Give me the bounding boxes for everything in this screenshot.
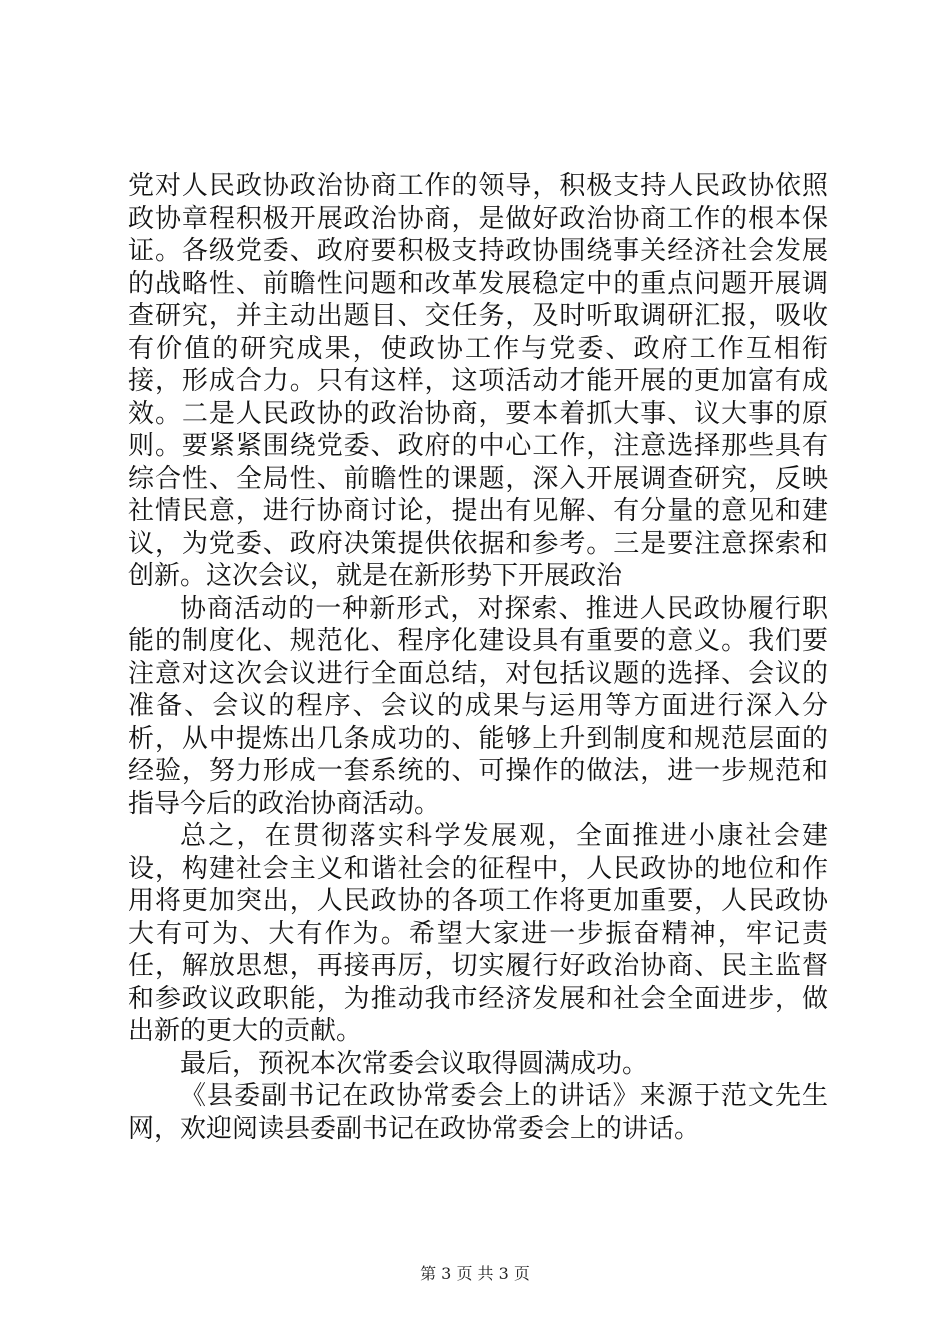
paragraph-closing-wish: 最后，预祝本次常委会议取得圆满成功。 [180, 1048, 649, 1079]
paragraph-continued: 党对人民政协政治协商工作的领导，积极支持人民政协依照政协章程积极开展政治协商，是做好政治协商工作的根本保证。各级党委、政府要积极支持政协围绕事关经济社会发展的战略性、前瞻性问题和改革发展稳定中的重点问题开展调查研究，并主动出题目、交任务，及时听取调研汇报，吸收有价值的研究成果，使政协工作与党委、政府工作互相衔接，形成合力。只有这样，这项活动才能开展的更加富有成效。二是人民政协的政治协商，要本着抓大事、议大事的原则。要紧紧围绕党委、政府的中心工作，注意选择那些具有综合性、全局性、前瞻性的课题，深入开展调查研究，反映社情民意，进行协商讨论，提出有见解、有分量的意见和建议，为党委、政府决策提供依据和参考。三是要注意探索和创新。这次会议，就是在新形势下开展政治 [128, 171, 828, 591]
paragraph-consultation-form: 协商活动的一种新形式，对探索、推进人民政协履行职能的制度化、规范化、程序化建设具有重要的意义。我们要注意对这次会议进行全面总结，对包括议题的选择、会议的准备、会议的程序、会议的成果与运用等方面进行深入分析，从中提炼出几条成功的、能够上升到制度和规范层面的经验，努力形成一套系统的、可操作的做法，进一步规范和指导今后的政治协商活动。 [128, 593, 828, 819]
paragraph-summary: 总之，在贯彻落实科学发展观，全面推进小康社会建设，构建社会主义和谐社会的征程中，人民政协的地位和作用将更加突出，人民政协的各项工作将更加重要，人民政协大有可为、大有作为。希望大家进一步振奋精神，牢记责任，解放思想，再接再厉，切实履行好政治协商、民主监督和参政议政职能，为推动我市经济发展和社会全面进步，做出新的更大的贡献。 [128, 821, 828, 1046]
paragraph-source-note: 《县委副书记在政协常委会上的讲话》来源于范文先生网，欢迎阅读县委副书记在政协常委会上的讲话。 [128, 1081, 828, 1144]
page-number-footer: 第 3 页 共 3 页 [420, 1264, 530, 1283]
document-body [128, 170, 828, 1145]
